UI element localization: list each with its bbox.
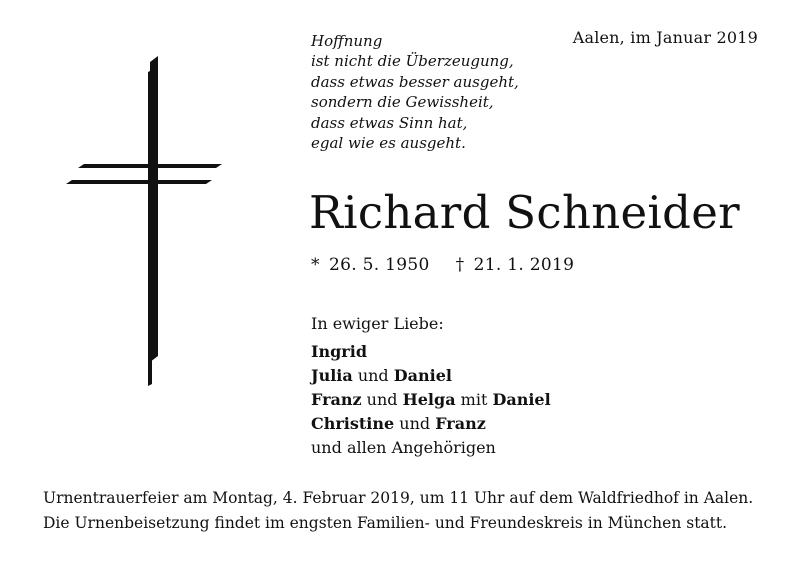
poem-line: Hoffnung <box>311 32 383 50</box>
conjunction: und <box>361 390 403 409</box>
mourners-closing: und allen Angehörigen <box>311 438 496 457</box>
conjunction: und <box>394 414 436 433</box>
poem-line: egal wie es ausgeht. <box>311 134 466 153</box>
mourner-name: Julia <box>311 366 353 385</box>
life-dates <box>311 255 574 275</box>
mourner-name: Franz <box>435 414 486 433</box>
mourner-name: Daniel <box>492 390 551 409</box>
mourner-line <box>311 340 551 364</box>
mourner-name: Helga <box>402 390 456 409</box>
mourner-name: Franz <box>311 390 362 409</box>
mourner-line <box>311 412 551 436</box>
deceased-name: Richard Schneider <box>309 186 740 239</box>
funeral-info-line: Urnentrauerfeier am Montag, 4. Februar 2019, um 11 Uhr auf dem Waldfriedhof in Aalen. <box>43 489 754 507</box>
death-date: 21. 1. 2019 <box>473 255 575 275</box>
poem-line: dass etwas Sinn hat, <box>311 113 468 132</box>
poem-line: sondern die Gewissheit, <box>311 93 494 112</box>
conjunction: und <box>352 366 394 385</box>
conjunction: mit <box>455 390 493 409</box>
mourner-name: Daniel <box>393 366 452 385</box>
poem-line: ist nicht die Überzeugung, <box>311 52 514 71</box>
funeral-info-line: Die Urnenbeisetzung findet im engsten Familien- und Freundeskreis in München statt. <box>43 514 728 532</box>
mourners-intro: In ewiger Liebe: <box>311 314 444 333</box>
mourner-line <box>311 388 551 412</box>
mourners-list <box>311 312 551 460</box>
cross-icon <box>66 56 222 396</box>
mourner-name: Ingrid <box>311 342 367 361</box>
birth-date: 26. 5. 1950 <box>329 255 430 275</box>
death-symbol: † <box>455 255 465 275</box>
poem <box>311 31 519 153</box>
birth-symbol: * <box>311 255 320 275</box>
place-date: Aalen, im Januar 2019 <box>572 28 758 47</box>
mourner-name: Christine <box>311 414 395 433</box>
poem-line: dass etwas besser ausgeht, <box>311 72 519 91</box>
funeral-info <box>43 486 753 536</box>
mourner-line <box>311 364 551 388</box>
